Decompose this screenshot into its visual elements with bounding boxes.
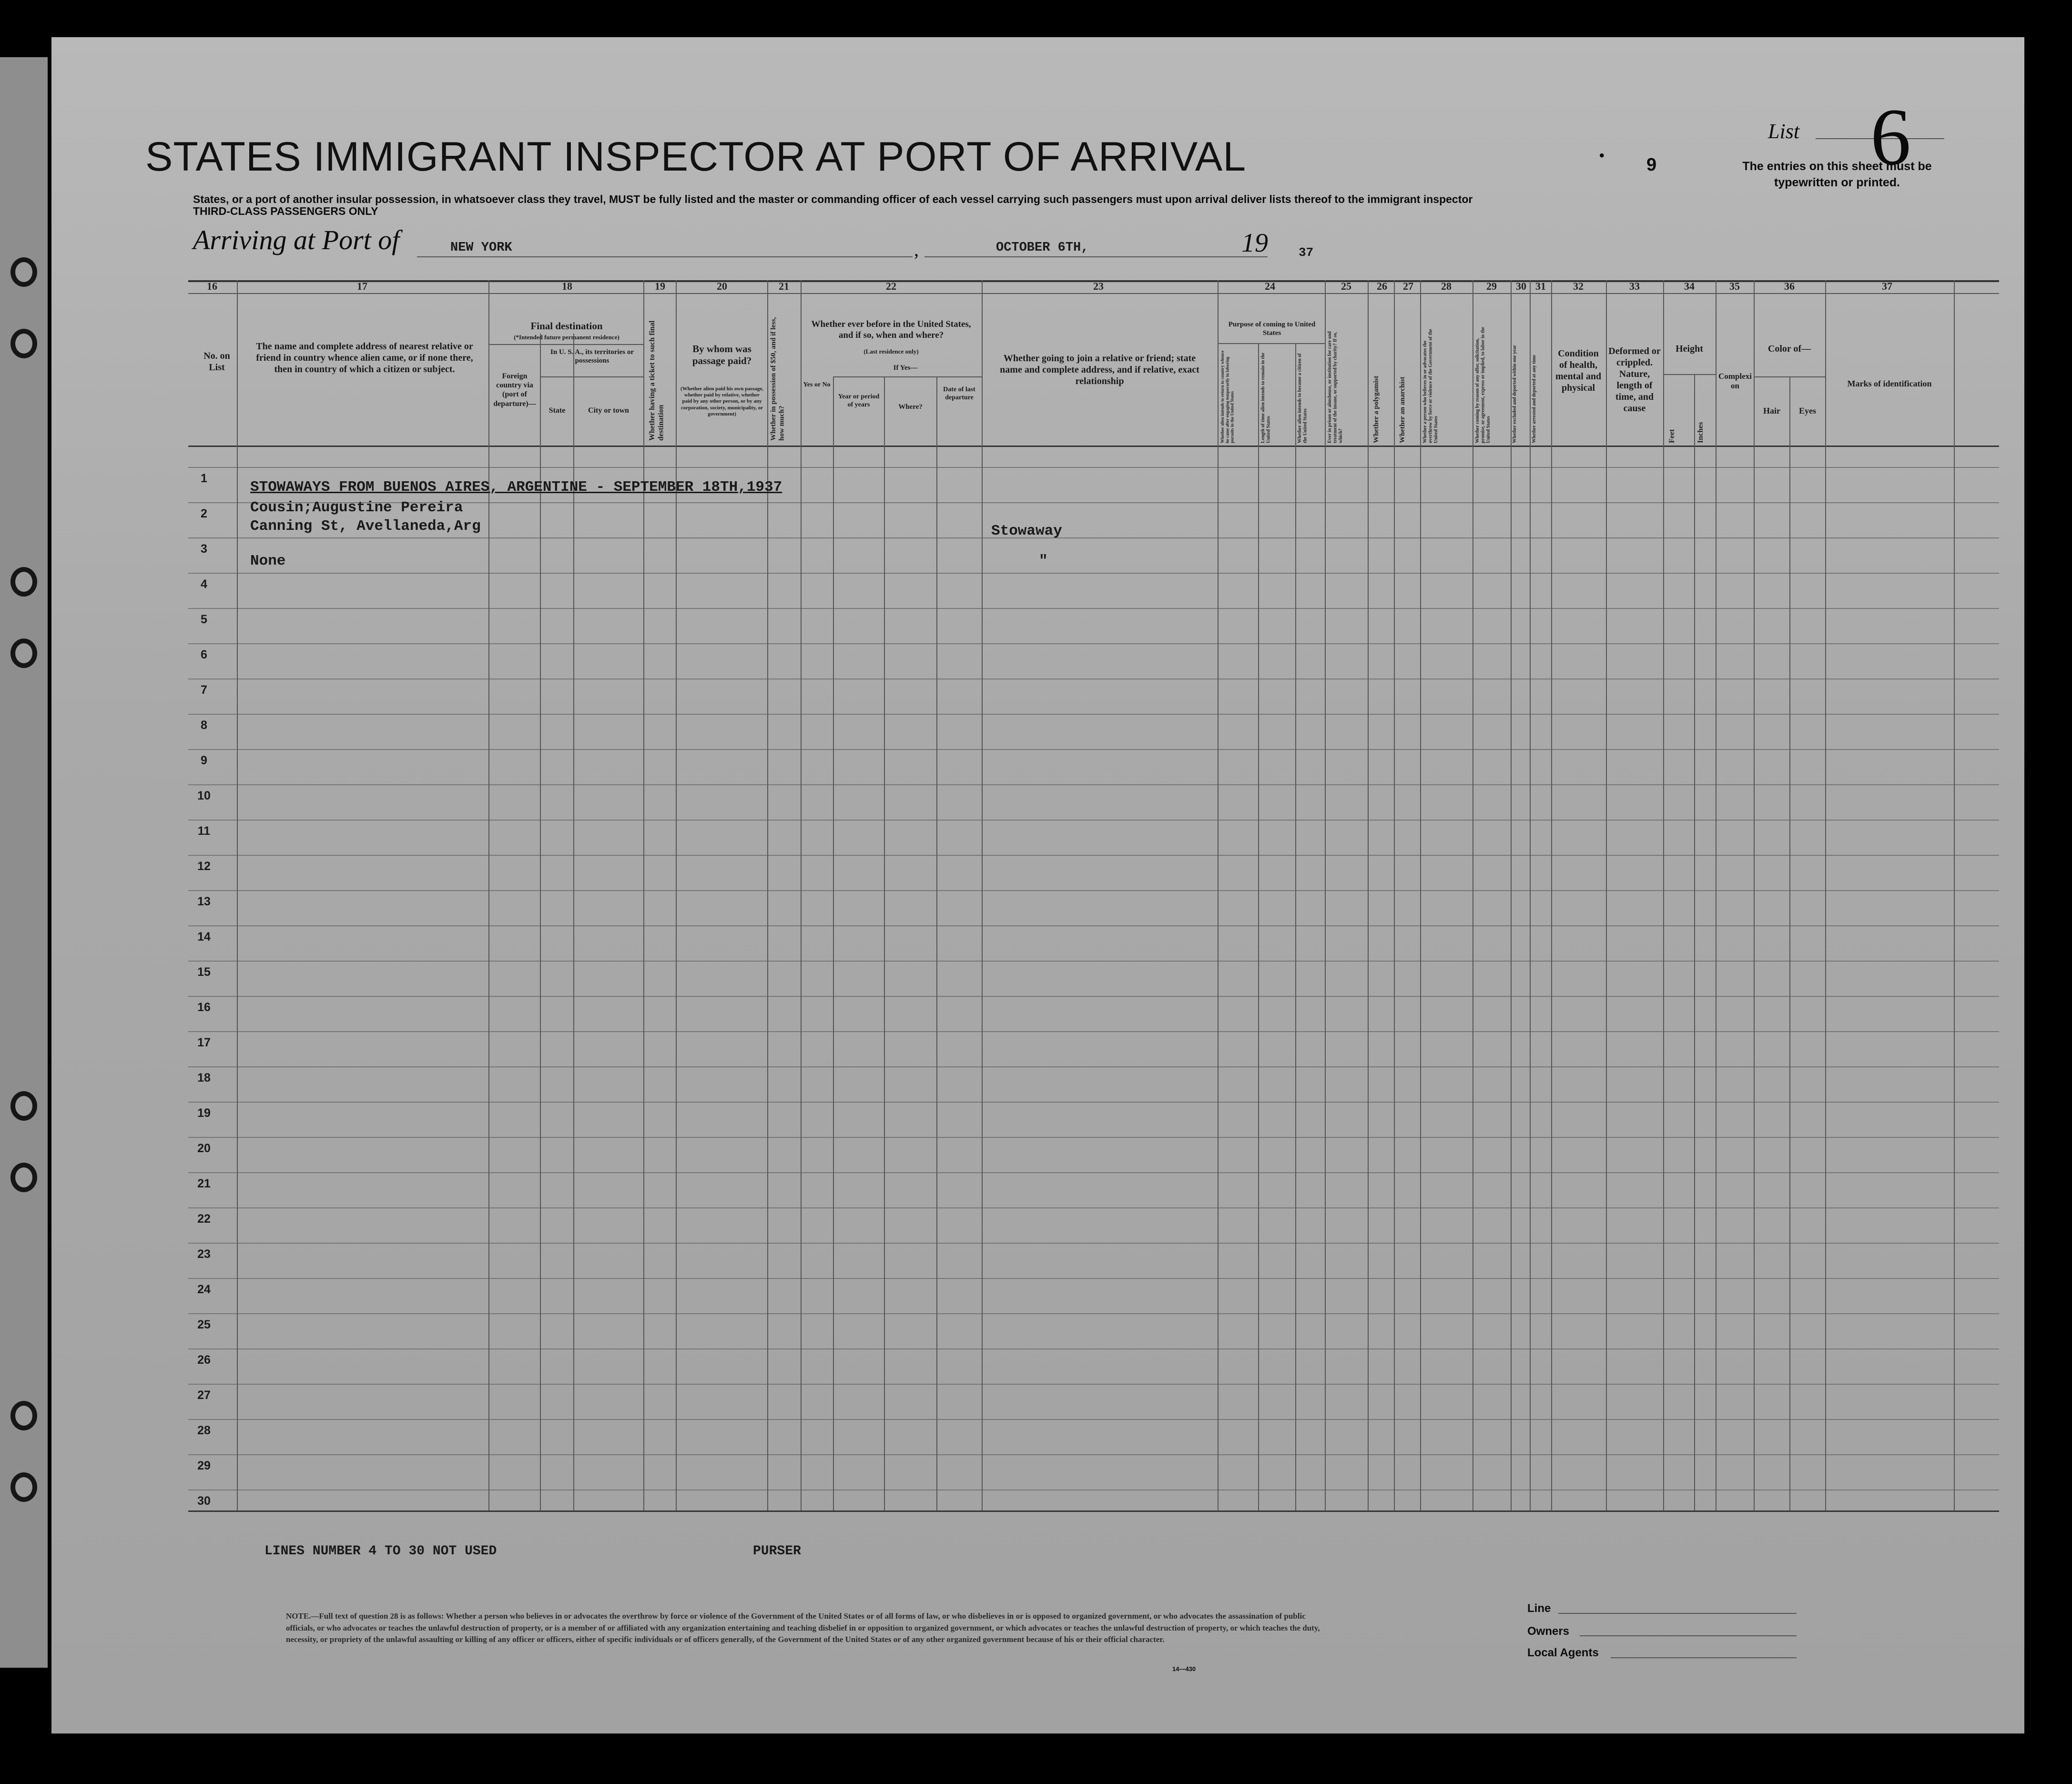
stowaway-heading: STOWAWAYS FROM BUENOS AIRES, ARGENTINE - SEPTEMBER 18TH,1937 — [250, 479, 782, 496]
col20-subheader: (Whether alien paid his own passage, whether paid by relative, whether paid by any other person, or by any corporation, society, municipality, or government) — [681, 386, 763, 417]
col22-header: Whether ever before in the United States, and if so, when and where? — [811, 319, 971, 340]
col32-header: Condition of health, mental and physical — [1555, 348, 1602, 393]
header-class-note: THIRD-CLASS PASSENGERS ONLY — [193, 205, 378, 217]
mark-dot: • — [1599, 146, 1605, 165]
purser-label: PURSER — [753, 1544, 801, 1559]
binder-hole — [10, 1472, 37, 1502]
col18-subheader: (*Intended future permanent residence) — [514, 334, 620, 341]
col31-header: Whether arrested and deported at any time — [1532, 355, 1537, 443]
col18-foreign-header: Foreign country via (port of departure)— — [493, 372, 536, 408]
form-number: 14—430 — [1172, 1665, 1196, 1672]
col24-header: Purpose of coming to United States — [1228, 321, 1316, 337]
binder-hole — [10, 1091, 37, 1121]
col22-where: Where? — [898, 403, 923, 411]
comma: , — [914, 239, 919, 260]
col22-yesno: Yes or No — [803, 381, 831, 388]
col34-header: Height — [1676, 344, 1703, 354]
header-subtitle: States, or a port of another insular possession, in whatsoever class they travel, MUST be fully listed and the master or commanding officer of each vessel carrying such passengers must upon arrival deliver lists thereof to the immigrant inspector — [193, 193, 1473, 205]
list-label: List — [1768, 120, 1800, 143]
col18-city-header: City or town — [588, 406, 629, 415]
header-mark: 9 — [1646, 155, 1657, 175]
col23-header: Whether going to join a relative or friend; state name and complete address, and if relative, exact relationship — [1000, 353, 1199, 386]
col20-header: By whom was passage paid? — [692, 343, 752, 367]
col24b-header: Length of time alien intends to remain in the United States — [1260, 353, 1271, 443]
col18-state-header: State — [548, 406, 566, 415]
col24c-header: Whether alien intends to become a citizen of the United States — [1297, 353, 1308, 443]
lines-not-used: LINES NUMBER 4 TO 30 NOT USED — [264, 1544, 497, 1559]
col21-header: Whether in possession of $50, and if less, how much? — [770, 317, 786, 441]
binder-hole — [10, 1401, 37, 1430]
col26-header: Whether a polygamist — [1372, 375, 1380, 443]
date-underline — [924, 256, 1268, 257]
year-prefix: 19 — [1241, 228, 1268, 258]
colnum-rule — [188, 293, 1999, 294]
year-suffix: 37 — [1299, 245, 1314, 260]
col22-subheader: (Last residence only) — [863, 348, 919, 355]
header-bottom-rule — [188, 446, 1999, 447]
entries-note: The entries on this sheet must be typewritten or printed. — [1742, 160, 1932, 189]
page-title: STATES IMMIGRANT INSPECTOR AT PORT OF ARRIVAL — [145, 134, 1247, 180]
list-number: 6 — [1870, 92, 1911, 182]
col34-feet: Feet — [1668, 429, 1676, 443]
binder-hole — [10, 257, 37, 287]
col37-header: Marks of identification — [1847, 379, 1932, 388]
col35-header: Complexion — [1718, 372, 1752, 391]
binder-hole — [10, 329, 37, 358]
col18-usa-header: In U. S. A., its territories or possessions — [550, 348, 634, 365]
relative-none: None — [250, 553, 286, 569]
col29-header: Whether coming by reason of any offer, solicitation, promise, or agreement, express or implied, to labor in the United States — [1475, 327, 1491, 443]
date-value: OCTOBER 6TH, — [996, 241, 1089, 255]
port-value: NEW YORK — [450, 241, 512, 255]
col18-header: Final destination — [530, 320, 603, 332]
col27-header: Whether an anarchist — [1399, 376, 1406, 443]
col23-ditto: " — [1039, 553, 1048, 569]
col33-header: Deformed or crippled. Nature, length of time, and cause — [1608, 346, 1661, 414]
arriving-label: Arriving at Port of — [193, 224, 400, 255]
binder-hole — [10, 567, 37, 597]
col28-header: Whether a person who believes in or advocates the overthrow by force or violence of the Government of the United States — [1422, 329, 1439, 443]
question-28-note: NOTE.—Full text of question 28 is as follows: Whether a person who believes in or advocates the overthrow by force or violence of the Government of the United States or of all forms of law, or who disbelieves in or is opposed to organized government, or who advocates the assassination of public officials, or who advocates or teaches the unlawful destruction of property, or is a member of or affiliated with any organization entertaining and teaching disbelief in or opposition to organized government, or which advocates or teaches the unlawful destruction of property, or which teaches the duty, necessity, or propriety of the unlawful assaulting or killing of any officer or officers, either of specific individuals or of officers generally, of the Government of the United States or of any other organized government because of his or their official character. — [286, 1612, 1320, 1644]
col34-inches: Inches — [1696, 422, 1705, 443]
relative-address: Canning St, Avellaneda,Arg — [250, 518, 481, 535]
col17-header: The name and complete address of nearest relative or friend in country whence alien came, or if none there, then in country of which a citizen or subject. — [256, 341, 473, 375]
port-underline — [417, 256, 913, 257]
table-bottom-rule — [188, 1510, 1999, 1512]
col36-eyes: Eyes — [1799, 406, 1816, 416]
col24a-header: Whether alien intends to return to country whence he came after engaging temporarily in laboring pursuits in the United States — [1220, 350, 1235, 443]
line-label: Line — [1527, 1602, 1551, 1615]
col19-header: Whether having a ticket to such final destination — [648, 320, 665, 441]
col23-stowaway: Stowaway — [991, 523, 1062, 539]
local-agents-label: Local Agents — [1527, 1646, 1599, 1659]
owners-label: Owners — [1527, 1625, 1570, 1638]
col25-header: Ever in prison or almshouse, or institution for care and treatment of the insane, or supported by charity? If so, which? — [1327, 331, 1343, 443]
col22-ifyes: If Yes— — [893, 364, 918, 372]
col22-years: Year or period of years — [838, 393, 880, 408]
col30-header: Whether excluded and deported within one year — [1512, 345, 1517, 443]
binder-hole — [10, 1163, 37, 1192]
binder-hole — [10, 639, 37, 668]
col16-header: No. on List — [203, 351, 230, 373]
col36-hair: Hair — [1763, 406, 1780, 416]
col22-date: Date of last departure — [943, 386, 975, 401]
col36-header: Color of— — [1767, 344, 1811, 354]
relative-name: Cousin;Augustine Pereira — [250, 499, 463, 516]
